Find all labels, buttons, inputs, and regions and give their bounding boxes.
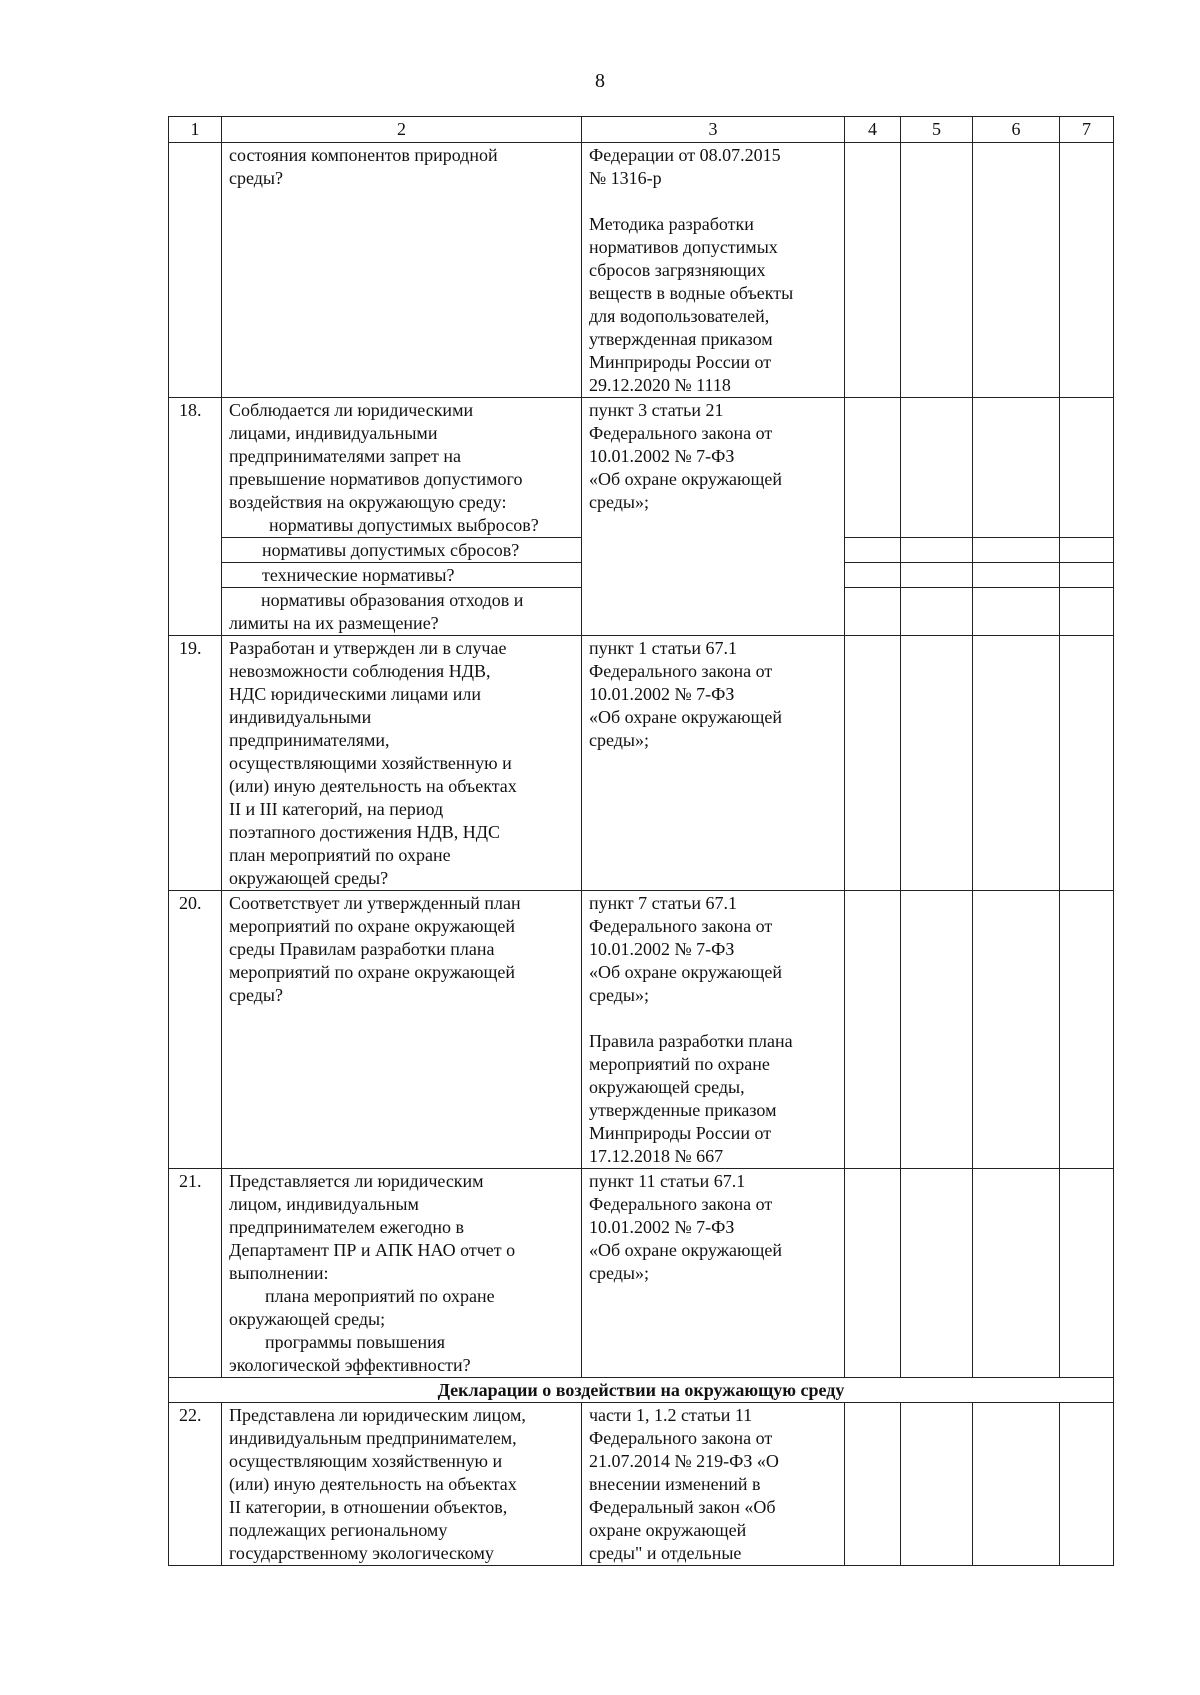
answer-cell[interactable] (1060, 636, 1114, 891)
header-col-4: 4 (845, 117, 901, 143)
answer-cell[interactable] (973, 398, 1060, 538)
row-question: Представляется ли юридическим лицом, индивидуальным предпринимателем ежегодно в Департамент ПР и АПК НАО отчет о выполнении: плана мероприятий по охране окружающей среды; программы повышения экологической эффективности? (222, 1169, 582, 1378)
header-col-2: 2 (222, 117, 582, 143)
page-number: 8 (595, 70, 605, 92)
answer-cell[interactable] (1060, 398, 1114, 538)
answer-cell[interactable] (901, 636, 973, 891)
answer-cell[interactable] (901, 398, 973, 538)
answer-cell[interactable] (1060, 1169, 1114, 1378)
answer-cell[interactable] (973, 1169, 1060, 1378)
row-number: 22. (169, 1403, 222, 1566)
answer-cell[interactable] (1060, 1403, 1114, 1566)
answer-cell[interactable] (1060, 143, 1114, 398)
row-legal-reference: части 1, 1.2 статьи 11 Федерального закона от 21.07.2014 № 219-ФЗ «О внесении изменений в Федеральный закон «Об охране окружающей среды" и отдельные (582, 1403, 845, 1566)
answer-cell[interactable] (845, 143, 901, 398)
answer-cell[interactable] (845, 588, 901, 636)
answer-cell[interactable] (901, 1169, 973, 1378)
header-col-1: 1 (169, 117, 222, 143)
table-row (169, 143, 1114, 398)
row-legal-reference: пункт 7 статьи 67.1 Федерального закона от 10.01.2002 № 7-ФЗ «Об охране окружающей среды»; Правила разработки плана мероприятий по охране окружающей среды, утвержденные приказом Минприроды России от 17.12.2018 № 667 (582, 891, 845, 1169)
row-legal-reference: пункт 11 статьи 67.1 Федерального закона от 10.01.2002 № 7-ФЗ «Об охране окружающей среды»; (582, 1169, 845, 1378)
row-number (169, 143, 222, 398)
answer-cell[interactable] (901, 891, 973, 1169)
question-text: Соблюдается ли юридическими лицами, индивидуальными предпринимателями запрет на превышение нормативов допустимого воздействия на окружающую среду: (229, 400, 523, 512)
sub-item-line: лимиты на их размещение? (229, 613, 439, 633)
row-number: 19. (169, 636, 222, 891)
answer-cell[interactable] (973, 891, 1060, 1169)
header-col-6: 6 (973, 117, 1060, 143)
answer-cell[interactable] (1060, 891, 1114, 1169)
row-number: 18. (169, 398, 222, 636)
answer-cell[interactable] (901, 143, 973, 398)
answer-cell[interactable] (973, 563, 1060, 588)
row-number: 20. (169, 891, 222, 1169)
answer-cell[interactable] (973, 636, 1060, 891)
row-number: 21. (169, 1169, 222, 1378)
table-row (169, 1169, 1114, 1378)
answer-cell[interactable] (973, 588, 1060, 636)
section-title: Декларации о воздействии на окружающую среду (169, 1378, 1114, 1403)
answer-cell[interactable] (845, 538, 901, 563)
row-question (222, 398, 582, 538)
table-row (169, 398, 1114, 538)
row-legal-reference: пункт 1 статьи 67.1 Федерального закона от 10.01.2002 № 7-ФЗ «Об охране окружающей среды»; (582, 636, 845, 891)
header-col-7: 7 (1060, 117, 1114, 143)
table-row (169, 891, 1114, 1169)
sub-item: нормативы допустимых выбросов? (269, 515, 539, 535)
answer-cell[interactable] (1060, 538, 1114, 563)
answer-cell[interactable] (1060, 563, 1114, 588)
answer-cell[interactable] (901, 1403, 973, 1566)
answer-cell[interactable] (901, 588, 973, 636)
answer-cell[interactable] (845, 398, 901, 538)
checklist-table (168, 116, 1114, 1566)
answer-cell[interactable] (845, 563, 901, 588)
header-col-3: 3 (582, 117, 845, 143)
answer-cell[interactable] (845, 636, 901, 891)
table-row (169, 1403, 1114, 1566)
answer-cell[interactable] (901, 563, 973, 588)
answer-cell[interactable] (901, 538, 973, 563)
sub-item (222, 588, 582, 636)
answer-cell[interactable] (973, 143, 1060, 398)
row-question: состояния компонентов природной среды? (222, 143, 582, 398)
row-question: Разработан и утвержден ли в случае невозможности соблюдения НДВ, НДС юридическими лицами или индивидуальными предпринимателями, осуществляющими хозяйственную и (или) иную деятельность на объектах II и III категорий, на период поэтапного достижения НДВ, НДС план мероприятий по охране окружающей среды? (222, 636, 582, 891)
answer-cell[interactable] (973, 538, 1060, 563)
header-col-5: 5 (901, 117, 973, 143)
answer-cell[interactable] (1060, 588, 1114, 636)
answer-cell[interactable] (845, 1403, 901, 1566)
row-legal-reference: Федерации от 08.07.2015 № 1316-р Методика разработки нормативов допустимых сбросов загрязняющих веществ в водные объекты для водопользователей, утвержденная приказом Минприроды России от 29.12.2020 № 1118 (582, 143, 845, 398)
header-row (169, 117, 1114, 143)
section-row (169, 1378, 1114, 1403)
row-legal-reference: пункт 3 статьи 21 Федерального закона от 10.01.2002 № 7-ФЗ «Об охране окружающей среды»; (582, 398, 845, 636)
answer-cell[interactable] (973, 1403, 1060, 1566)
row-question: Представлена ли юридическим лицом, индивидуальным предпринимателем, осуществляющим хозяйственную и (или) иную деятельность на объектах II категории, в отношении объектов, подлежащих региональному государственному экологическому (222, 1403, 582, 1566)
answer-cell[interactable] (845, 891, 901, 1169)
answer-cell[interactable] (845, 1169, 901, 1378)
sub-item: технические нормативы? (222, 563, 582, 588)
row-question: Соответствует ли утвержденный план мероприятий по охране окружающей среды Правилам разработки плана мероприятий по охране окружающей среды? (222, 891, 582, 1169)
sub-item: нормативы допустимых сбросов? (222, 538, 582, 563)
sub-item-line: нормативы образования отходов и (261, 590, 524, 610)
table-row (169, 636, 1114, 891)
